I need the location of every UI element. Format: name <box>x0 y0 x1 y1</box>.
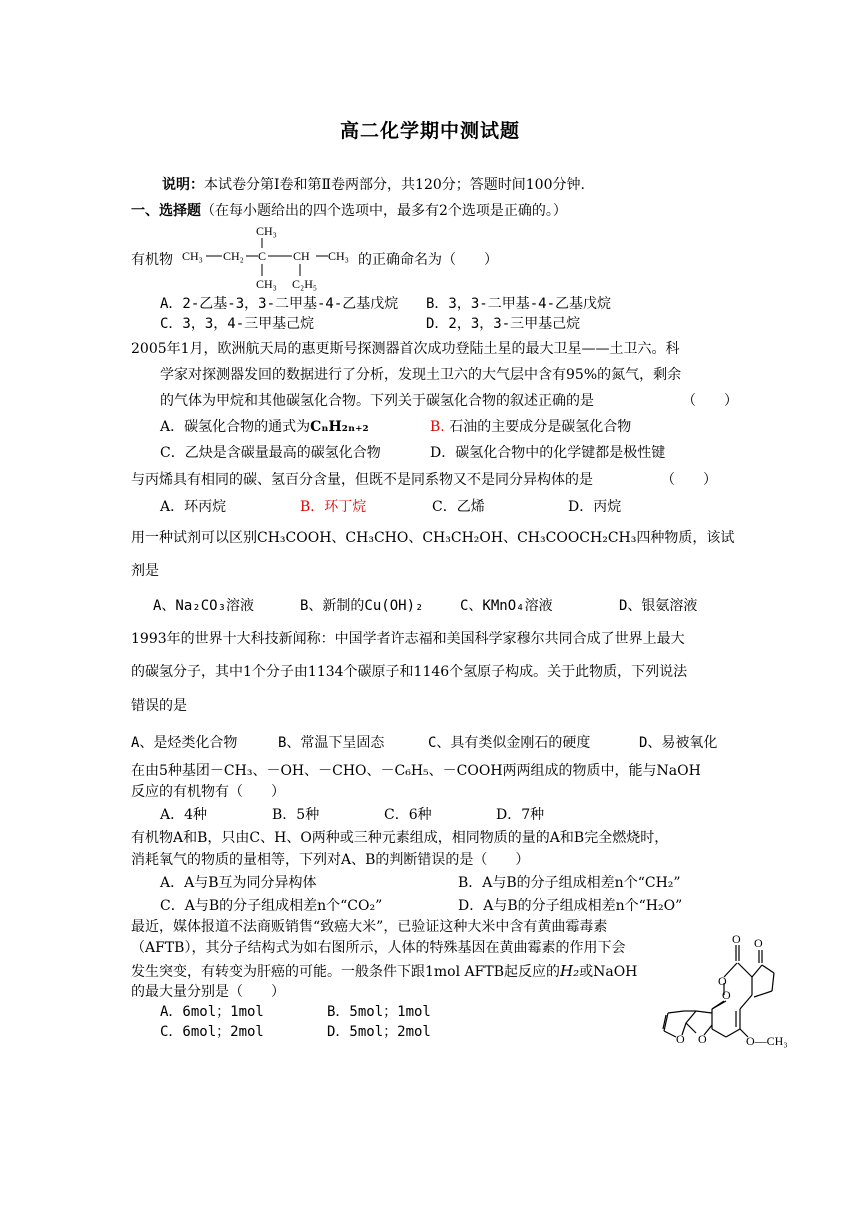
q3-option-c: C．乙烯 <box>432 499 485 515</box>
section-title: 一、选择题 <box>131 203 201 219</box>
page-title: 高二化学期中测试题 <box>339 120 520 142</box>
q6-line1: 在由5种基团－CH₃、－OH、－CHO、－C₆H₅、－COOH两两组成的物质中，能与NaOH <box>131 763 701 779</box>
aftb-o3: O <box>718 974 727 988</box>
q4-option-c: C、KMnO₄溶液 <box>460 598 553 614</box>
q8-option-a: A．6mol；1mol <box>160 1004 264 1020</box>
q8-line4: 的最大量分别是（ ） <box>131 984 285 1000</box>
q3-stem-text: 与丙烯具有相同的碳、氢百分含量，但既不是同系物又不是同分异构体的是 <box>131 472 593 488</box>
q3-option-a: A．环丙烷 <box>160 499 227 515</box>
q2-formula: CₙH₂ₙ₊₂ <box>310 419 369 435</box>
q3-paren: （ ） <box>661 472 717 488</box>
section-heading <box>131 202 567 220</box>
aftb-methoxy: O—CH₃ <box>746 1034 788 1048</box>
aftb-o4: O <box>676 1032 685 1046</box>
q5-line3: 错误的是 <box>131 698 187 714</box>
q1-structure-diagram <box>180 220 360 292</box>
q2-line2: 学家对探测器发回的数据进行了分析，发现土卫六的大气层中含有95%的氮气，剩余 <box>160 367 682 383</box>
instructions-text: 本试卷分第Ⅰ卷和第Ⅱ卷两部分，共120分；答题时间100分钟. <box>204 177 585 193</box>
instructions <box>162 176 585 194</box>
q6-option-a: A．4种 <box>160 807 208 823</box>
q5-line2: 的碳氢分子，其中1个分子由1134个碳原子和1146个氢原子构成。关于此物质，下列说法 <box>131 664 688 680</box>
q1-option-a: A．2-乙基-3，3-二甲基-4-乙基戊烷 <box>160 296 399 312</box>
struct-c: C <box>258 249 267 263</box>
q3-option-b-text: B．环丁烷 <box>300 499 367 515</box>
struct-ch3-top: CH₃ <box>256 224 277 238</box>
q4-option-b: B、新制的Cu(OH)₂ <box>300 598 424 614</box>
section-note: （在每小题给出的四个选项中，最多有2个选项是正确的。） <box>201 203 567 219</box>
q5-line1: 1993年的世界十大科技新闻称：中国学者许志福和美国科学家穆尔共同合成了世界上最大 <box>131 631 685 647</box>
q2-option-b-letter: B. <box>430 419 445 435</box>
aftb-o6: O <box>722 988 731 1002</box>
q5-option-a: A、是烃类化合物 <box>131 735 238 751</box>
q8-h2: H₂ <box>560 962 580 980</box>
q6-option-c: C．6种 <box>384 807 432 823</box>
struct-ch3-left: CH₃ <box>182 249 203 263</box>
q4-line2: 剂是 <box>131 563 159 579</box>
q5-option-d: D、易被氧化 <box>639 735 718 751</box>
q7-line1: 有机物A和B，只由C、H、O两种或三种元素组成，相同物质的量的A和B完全燃烧时， <box>131 830 669 846</box>
q2-option-d: D．碳氢化合物中的化学键都是极性键 <box>430 445 666 461</box>
q7-option-a: A．A与B互为同分异构体 <box>160 875 317 891</box>
instructions-label: 说明： <box>162 177 204 193</box>
q1-option-c: C．3，3，4-三甲基己烷 <box>160 316 315 332</box>
q8-line2: （AFTB），其分子结构式为如右图所示，人体的特殊基因在黄曲霉素的作用下会 <box>131 940 626 956</box>
q2-line1: 2005年1月，欧洲航天局的惠更斯号探测器首次成功登陆土星的最大卫星——土卫六。科 <box>131 341 680 357</box>
q6-line2: 反应的有机物有（ ） <box>131 784 285 800</box>
aftb-o5: O <box>698 1032 707 1046</box>
struct-ch3-bottom: CH₃ <box>256 277 277 291</box>
q2-option-b <box>430 418 631 436</box>
q2-option-a <box>160 418 369 436</box>
q4-line1: 用一种试剂可以区别CH₃COOH、CH₃CHO、CH₃CH₂OH、CH₃COOCH₂CH₃四种物质，该试 <box>131 530 735 546</box>
q1-option-d: D．2，3，3-三甲基己烷 <box>426 316 581 332</box>
q5-option-b: B、常温下呈固态 <box>278 735 385 751</box>
q7-line2: 消耗氧气的物质的量相等，下列对A、B的判断错误的是（ ） <box>131 852 530 868</box>
q1-option-b: B．3，3-二甲基-4-乙基戊烷 <box>426 296 612 312</box>
q8-line3 <box>131 962 637 981</box>
q6-option-b: B．5种 <box>272 807 320 823</box>
aftb-structure-diagram <box>656 925 796 1053</box>
q8-line3-naoh: 或NaOH <box>579 964 638 980</box>
q7-option-d: D．A与B的分子组成相差n个“H₂O” <box>458 898 683 914</box>
aftb-o1: O <box>732 932 741 946</box>
q3-stem <box>131 471 717 489</box>
q2-option-a-text: A．碳氢化合物的通式为 <box>160 419 311 435</box>
struct-ch: CH <box>293 249 310 263</box>
q8-line1: 最近，媒体报道不法商贩销售“致癌大米”，已验证这种大米中含有黄曲霉毒素 <box>131 919 608 935</box>
q7-option-b: B．A与B的分子组成相差n个“CH₂” <box>458 875 681 891</box>
struct-c2h5: C₂H₅ <box>292 277 318 291</box>
q4-option-d: D、银氨溶液 <box>619 598 698 614</box>
q1-suffix: 的正确命名为（ ） <box>358 252 498 268</box>
q3-option-d: D．丙烷 <box>568 499 622 515</box>
struct-ch3-right: CH₃ <box>328 249 349 263</box>
q4-option-a: A、Na₂CO₃溶液 <box>153 598 255 614</box>
q8-option-c: C．6mol；2mol <box>160 1024 264 1040</box>
q3-option-b <box>300 498 366 516</box>
q2-line3 <box>160 392 738 410</box>
q6-option-d: D．7种 <box>496 807 545 823</box>
struct-ch2: CH₂ <box>223 249 244 263</box>
q2-paren: （ ） <box>682 393 738 409</box>
q2-line3-text: 的气体为甲烷和其他碳氢化合物。下列关于碳氢化合物的叙述正确的是 <box>160 393 594 409</box>
q2-option-b-text: 石油的主要成分是碳氢化合物 <box>449 419 632 435</box>
aftb-o2: O <box>754 936 763 950</box>
q2-option-c: C．乙炔是含碳量最高的碳氢化合物 <box>160 445 381 461</box>
q8-option-b: B．5mol；1mol <box>327 1004 431 1020</box>
q1-prefix: 有机物 <box>131 252 173 268</box>
q8-line3-text: 发生突变，有转变为肝癌的可能。一般条件下跟1mol AFTB起反应的 <box>131 964 560 980</box>
q7-option-c: C．A与B的分子组成相差n个“CO₂” <box>160 898 383 914</box>
q5-option-c: C、具有类似金刚石的硬度 <box>428 735 591 751</box>
q8-option-d: D．5mol；2mol <box>327 1024 431 1040</box>
